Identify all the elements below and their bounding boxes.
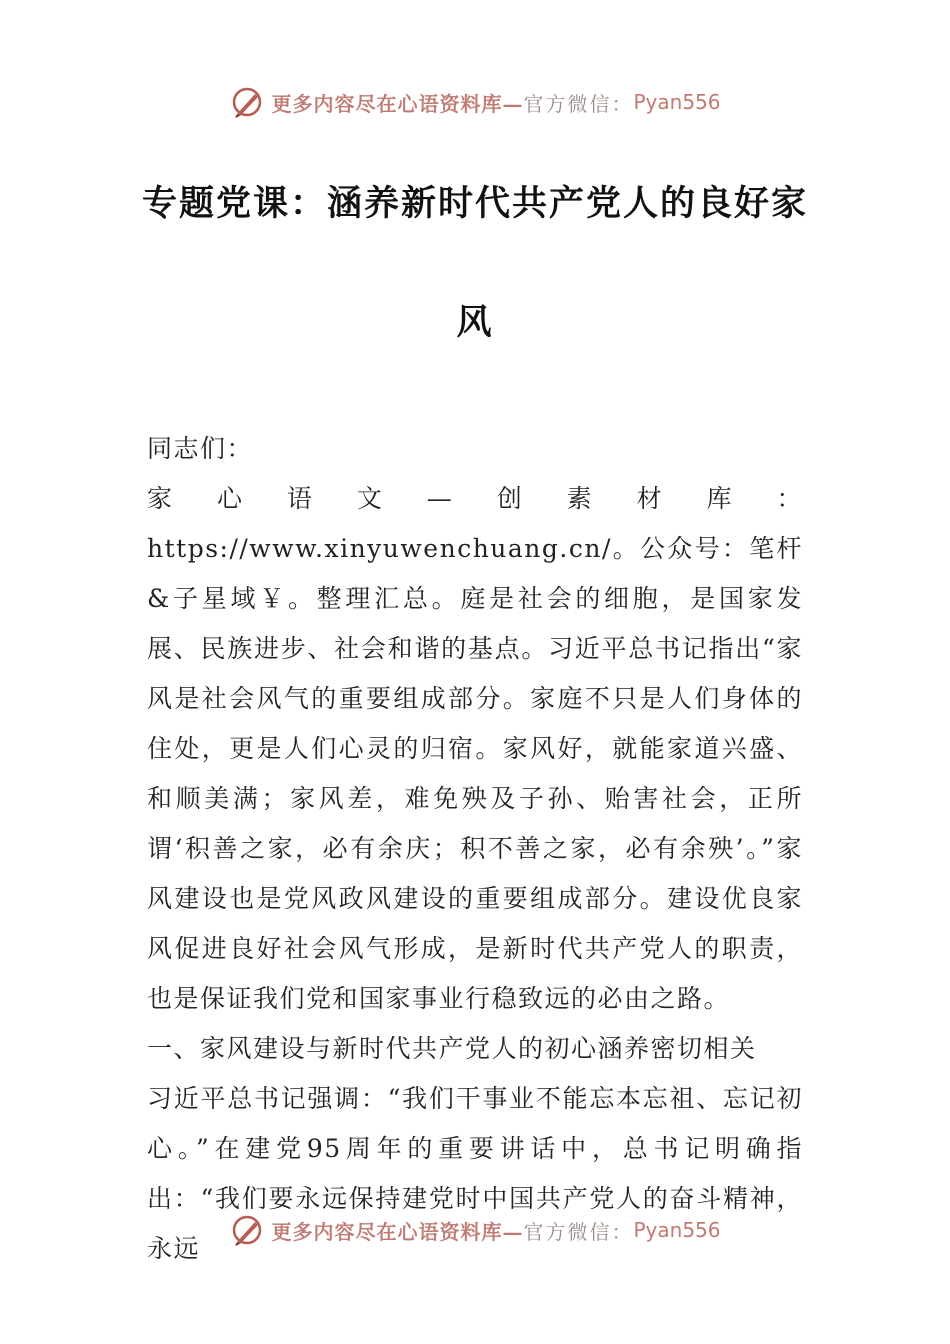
pen-logo-icon — [229, 1212, 265, 1248]
document-title-line-2: 风 — [456, 302, 494, 343]
body-paragraph: 习近平总书记强调：“我们干事业不能忘本忘祖、忘记初心。”在建党95周年的重要讲话中，总书记明确指出：“我们要永远保持建党时中国共产党人的奋斗精神，永远 — [147, 1084, 803, 1263]
banner-wechat-handle: Pyan556 — [633, 1218, 721, 1242]
document-title-line-1: 专题党课：涵养新时代共产党人的良好家 — [141, 183, 808, 224]
banner-wechat-handle: Pyan556 — [633, 90, 721, 114]
body-paragraph: 家心语文—创素材库：https://www.xinyuwenchuang.cn/。公众号：笔杆&子星域￥。整理汇总。庭是社会的细胞，是国家发展、民族进步、社会和谐的基点。习近平总书记指出“家风是社会风气的重要组成部分。家庭不只是人们身体的住处，更是人们心灵的归宿。家风好，就能家道兴盛、和顺美满；家风差，难免殃及子孙、贻害社会，正所谓‘积善之家，必有余庆；积不善之家，必有余殃’。”家风建设也是党风政风建设的重要组成部分。建设优良家风促进良好社会风气形成，是新时代共产党人的职责，也是保证我们党和国家事业行稳致远的必由之路。 — [147, 484, 803, 1013]
document-body — [147, 424, 803, 1274]
section-heading: 一、家风建设与新时代共产党人的初心涵养密切相关 — [147, 1034, 757, 1063]
banner-brand-text: 更多内容尽在心语资料库— — [271, 91, 524, 116]
banner-wechat-label: 官方微信： — [523, 91, 634, 116]
salutation: 同志们： — [147, 434, 254, 463]
banner-wechat-label: 官方微信： — [523, 1219, 634, 1244]
header-watermark-banner — [0, 82, 950, 122]
pen-logo-icon — [229, 84, 265, 120]
banner-brand-text: 更多内容尽在心语资料库— — [271, 1219, 524, 1244]
footer-watermark-banner — [0, 1210, 950, 1250]
